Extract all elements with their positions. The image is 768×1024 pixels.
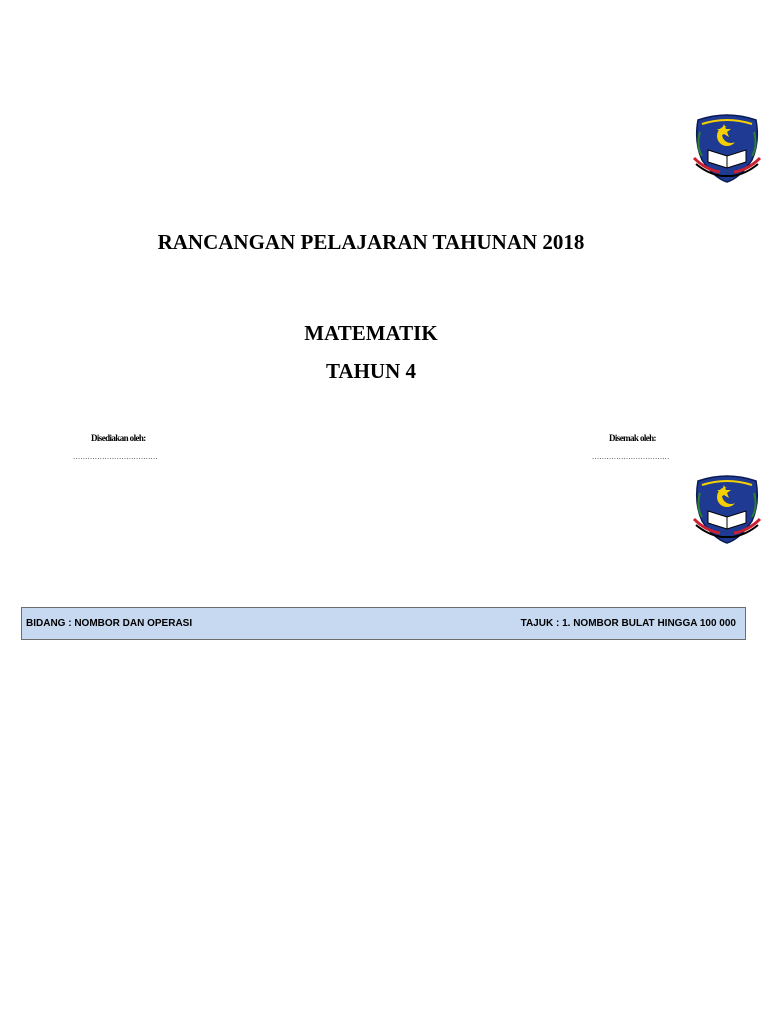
ministry-crest-icon xyxy=(686,112,768,184)
topic-label: TAJUK : 1. NOMBOR BULAT HINGGA 100 000 xyxy=(520,618,736,629)
year-title: TAHUN 4 xyxy=(325,359,417,383)
prepared-by-label: Disediakan oleh: xyxy=(91,433,146,443)
subject-title: MATEMATIK xyxy=(304,321,438,345)
prepared-by-signature-line: ................................... xyxy=(73,452,158,461)
ministry-crest-icon xyxy=(686,473,768,545)
checked-by-signature-line: ................................ xyxy=(592,452,670,461)
document-title: RANCANGAN PELAJARAN TAHUNAN 2018 xyxy=(157,230,585,254)
topic-bar xyxy=(21,607,746,640)
field-label: BIDANG : NOMBOR DAN OPERASI xyxy=(26,618,193,629)
checked-by-label: Disemak oleh: xyxy=(609,433,656,443)
